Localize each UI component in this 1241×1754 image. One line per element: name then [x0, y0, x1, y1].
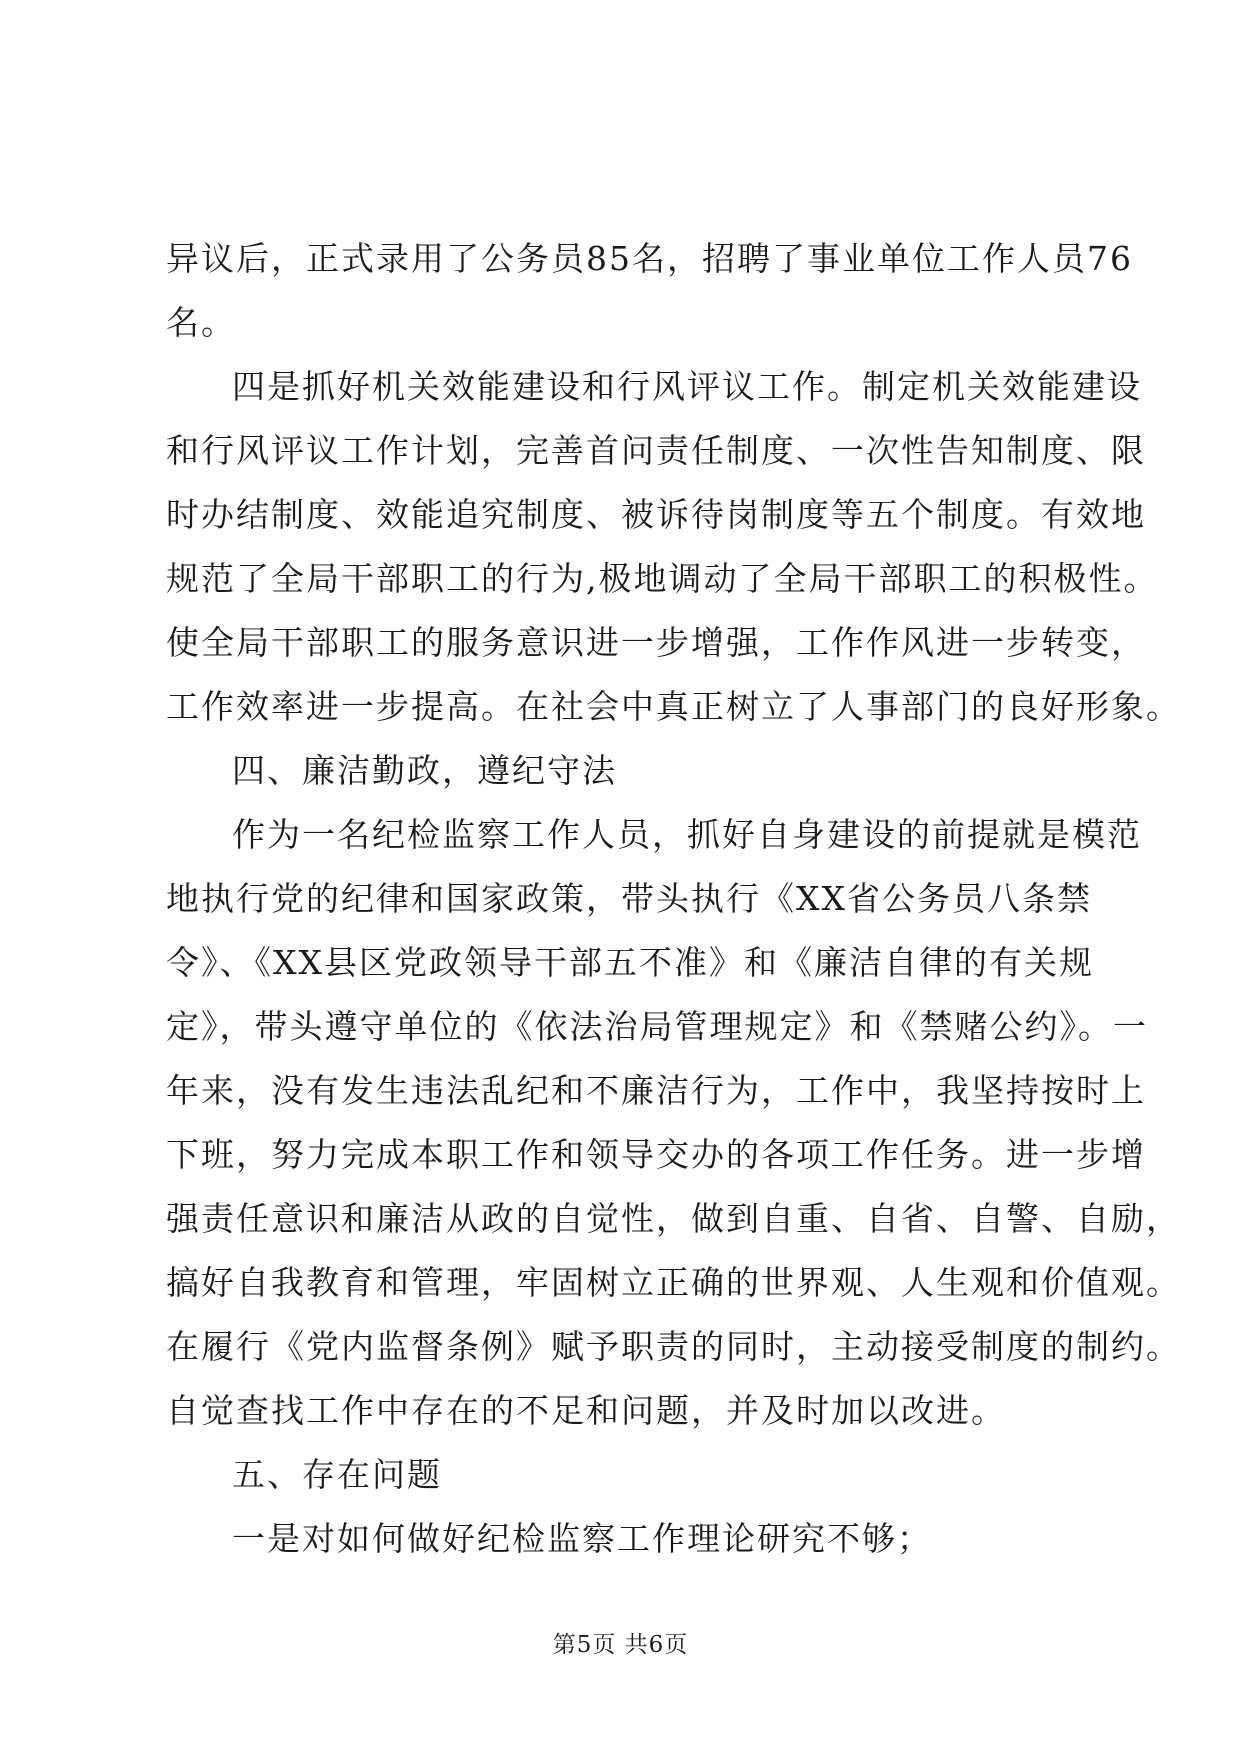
paragraph-line: 定》，带头遵守单位的《依法治局管理规定》和《禁赌公约》。一: [166, 1007, 1148, 1046]
paragraph-line: 自觉查找工作中存在的不足和问题，并及时加以改进。: [166, 1391, 1006, 1430]
section-heading: 五、存在问题: [232, 1455, 442, 1494]
paragraph-line: 和行风评议工作计划，完善首问责任制度、一次性告知制度、限: [166, 431, 1146, 470]
page-number-footer: 第5页 共6页: [552, 1632, 689, 1658]
paragraph-line: 在履行《党内监督条例》赋予职责的同时，主动接受制度的制约。: [166, 1327, 1181, 1366]
paragraph-line: 异议后，正式录用了公务员85名，招聘了事业单位工作人员76: [166, 239, 1133, 278]
paragraph-line: 四是抓好机关效能建设和行风评议工作。制定机关效能建设: [232, 367, 1142, 406]
paragraph-line: 规范了全局干部职工的行为,极地调动了全局干部职工的积极性。: [166, 559, 1159, 598]
paragraph-line: 工作效率进一步提高。在社会中真正树立了人事部门的良好形象。: [166, 687, 1181, 726]
paragraph-line: 下班，努力完成本职工作和领导交办的各项工作任务。进一步增: [166, 1135, 1146, 1174]
paragraph-line: 一是对如何做好纪检监察工作理论研究不够；: [232, 1519, 932, 1558]
section-heading: 四、廉洁勤政，遵纪守法: [232, 751, 617, 790]
paragraph-line: 年来，没有发生违法乱纪和不廉洁行为，工作中，我坚持按时上: [166, 1071, 1146, 1110]
paragraph-line: 强责任意识和廉洁从政的自觉性，做到自重、自省、自警、自励，: [166, 1199, 1181, 1238]
paragraph-line: 名。: [166, 303, 236, 342]
paragraph-line: 时办结制度、效能追究制度、被诉待岗制度等五个制度。有效地: [166, 495, 1146, 534]
document-body: [166, 227, 1181, 1571]
paragraph-line: 地执行党的纪律和国家政策，带头执行《XX省公务员八条禁: [166, 879, 1092, 918]
paragraph-line: 令》、《XX县区党政领导干部五不准》和《廉洁自律的有关规: [166, 943, 1094, 982]
paragraph-line: 搞好自我教育和管理，牢固树立正确的世界观、人生观和价值观。: [166, 1263, 1181, 1302]
paragraph-line: 作为一名纪检监察工作人员，抓好自身建设的前提就是模范: [232, 815, 1142, 854]
paragraph-line: 使全局干部职工的服务意识进一步增强，工作作风进一步转变，: [166, 623, 1146, 662]
